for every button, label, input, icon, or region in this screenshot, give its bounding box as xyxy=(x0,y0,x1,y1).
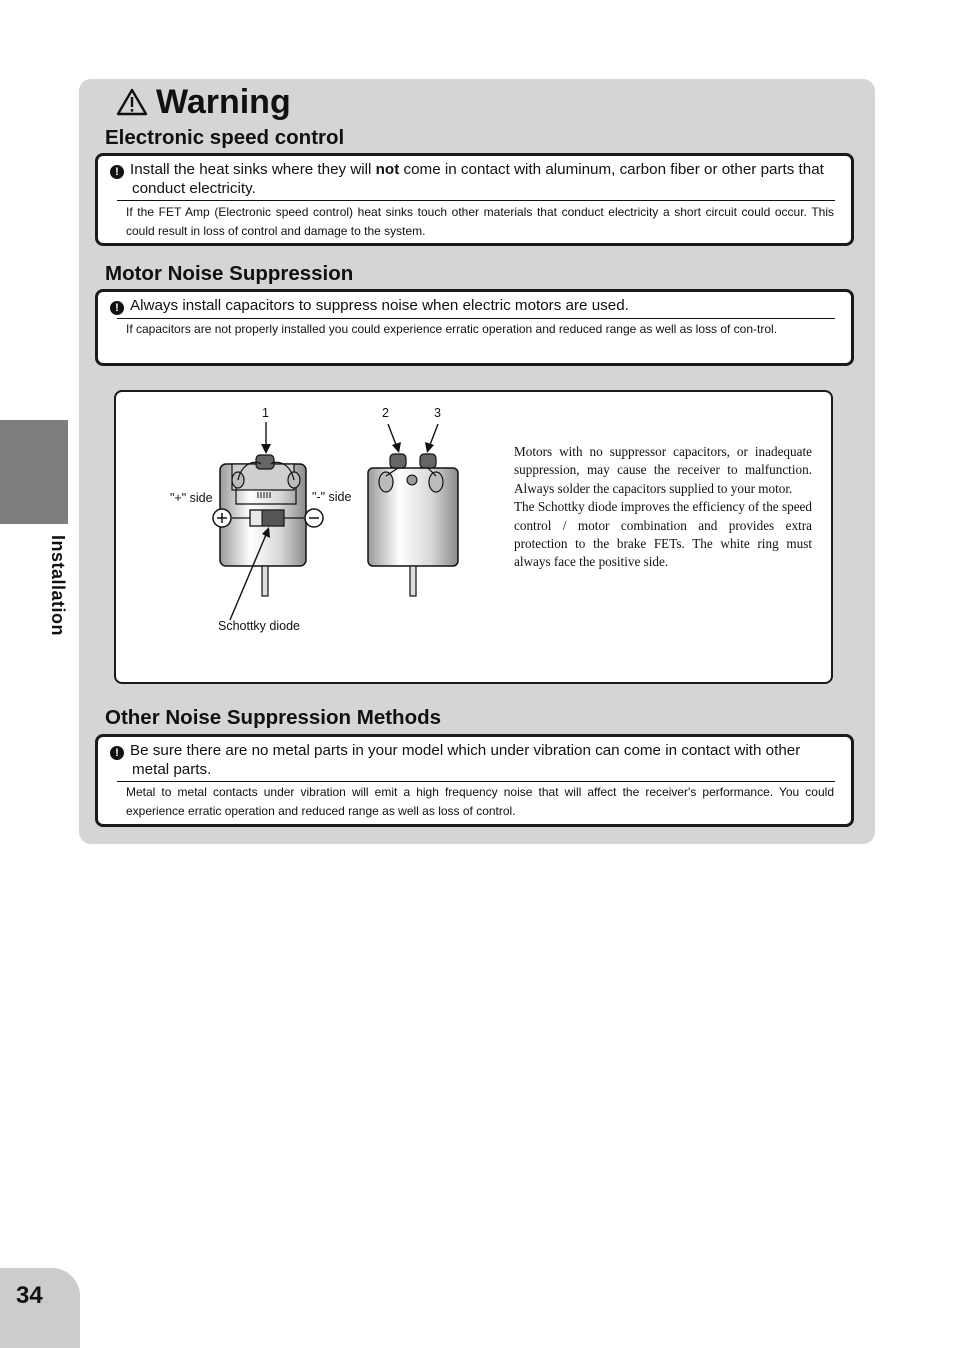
plus-side-label: "+" side xyxy=(170,491,213,505)
motor-diagram xyxy=(116,392,516,652)
esc-divider xyxy=(117,200,835,201)
exclamation-icon: ! xyxy=(110,746,124,760)
esc-note-box xyxy=(95,153,854,246)
warning-triangle-icon xyxy=(116,88,148,116)
schottky-diode-label: Schottky diode xyxy=(218,619,300,633)
motor-noise-note-box xyxy=(95,289,854,366)
esc-sub-text: If the FET Amp (Electronic speed control) heat sinks touch other materials that conduct electricity a short circuit could occur. This could result in loss of control and damage to the system. xyxy=(126,205,834,238)
exclamation-icon: ! xyxy=(110,165,124,179)
callout-3-label: 3 xyxy=(434,406,441,420)
page-number: 34 xyxy=(16,1282,43,1309)
exclamation-icon: ! xyxy=(110,301,124,315)
motor-side-view xyxy=(368,454,458,596)
motor-noise-divider xyxy=(117,318,835,319)
other-noise-sub-text: Metal to metal contacts under vibration will emit a high frequency noise that will affect the receiver's performance. You could experience erratic operation and reduced range as well as loss of control. xyxy=(126,785,834,818)
motor-diagram-box xyxy=(114,390,833,684)
motor-description-p1: Motors with no suppressor capacitors, or inadequate suppression, may cause the receiver to malfunction. Always solder the capacitors supplied to your motor. xyxy=(514,444,812,496)
section-tab xyxy=(0,420,68,524)
other-noise-main-text: ! Be sure there are no metal parts in your model which under vibration can come in contact with other metal parts. xyxy=(110,741,835,779)
warning-title-text: Warning xyxy=(156,82,291,121)
warning-title xyxy=(116,82,291,122)
motor-noise-main-text: ! Always install capacitors to suppress noise when electric motors are used. xyxy=(110,296,835,315)
esc-main-text: ! Install the heat sinks where they will not come in contact with aluminum, carbon fiber or other parts that conduct electricity. xyxy=(110,160,835,198)
motor-description xyxy=(514,443,812,572)
section-tab-label: Installation xyxy=(48,535,68,637)
esc-heading: Electronic speed control xyxy=(105,126,345,149)
motor-noise-sub-text: If capacitors are not properly installed you could experience erratic operation and reduced range as well as loss of con-trol. xyxy=(126,322,778,336)
motor-rear-view xyxy=(213,455,323,596)
callout-1-label: 1 xyxy=(262,406,269,420)
other-noise-divider xyxy=(117,781,835,782)
callout-2-label: 2 xyxy=(382,406,389,420)
motor-noise-heading: Motor Noise Suppression xyxy=(105,262,354,285)
other-noise-note-box xyxy=(95,734,854,827)
minus-side-label: "-" side xyxy=(312,490,352,504)
motor-description-p2: The Schottky diode improves the efficiency of the speed control / motor combination and provides extra protection to the brake FETs. The white ring must always face the positive side. xyxy=(514,499,812,570)
other-noise-heading: Other Noise Suppression Methods xyxy=(105,706,442,729)
